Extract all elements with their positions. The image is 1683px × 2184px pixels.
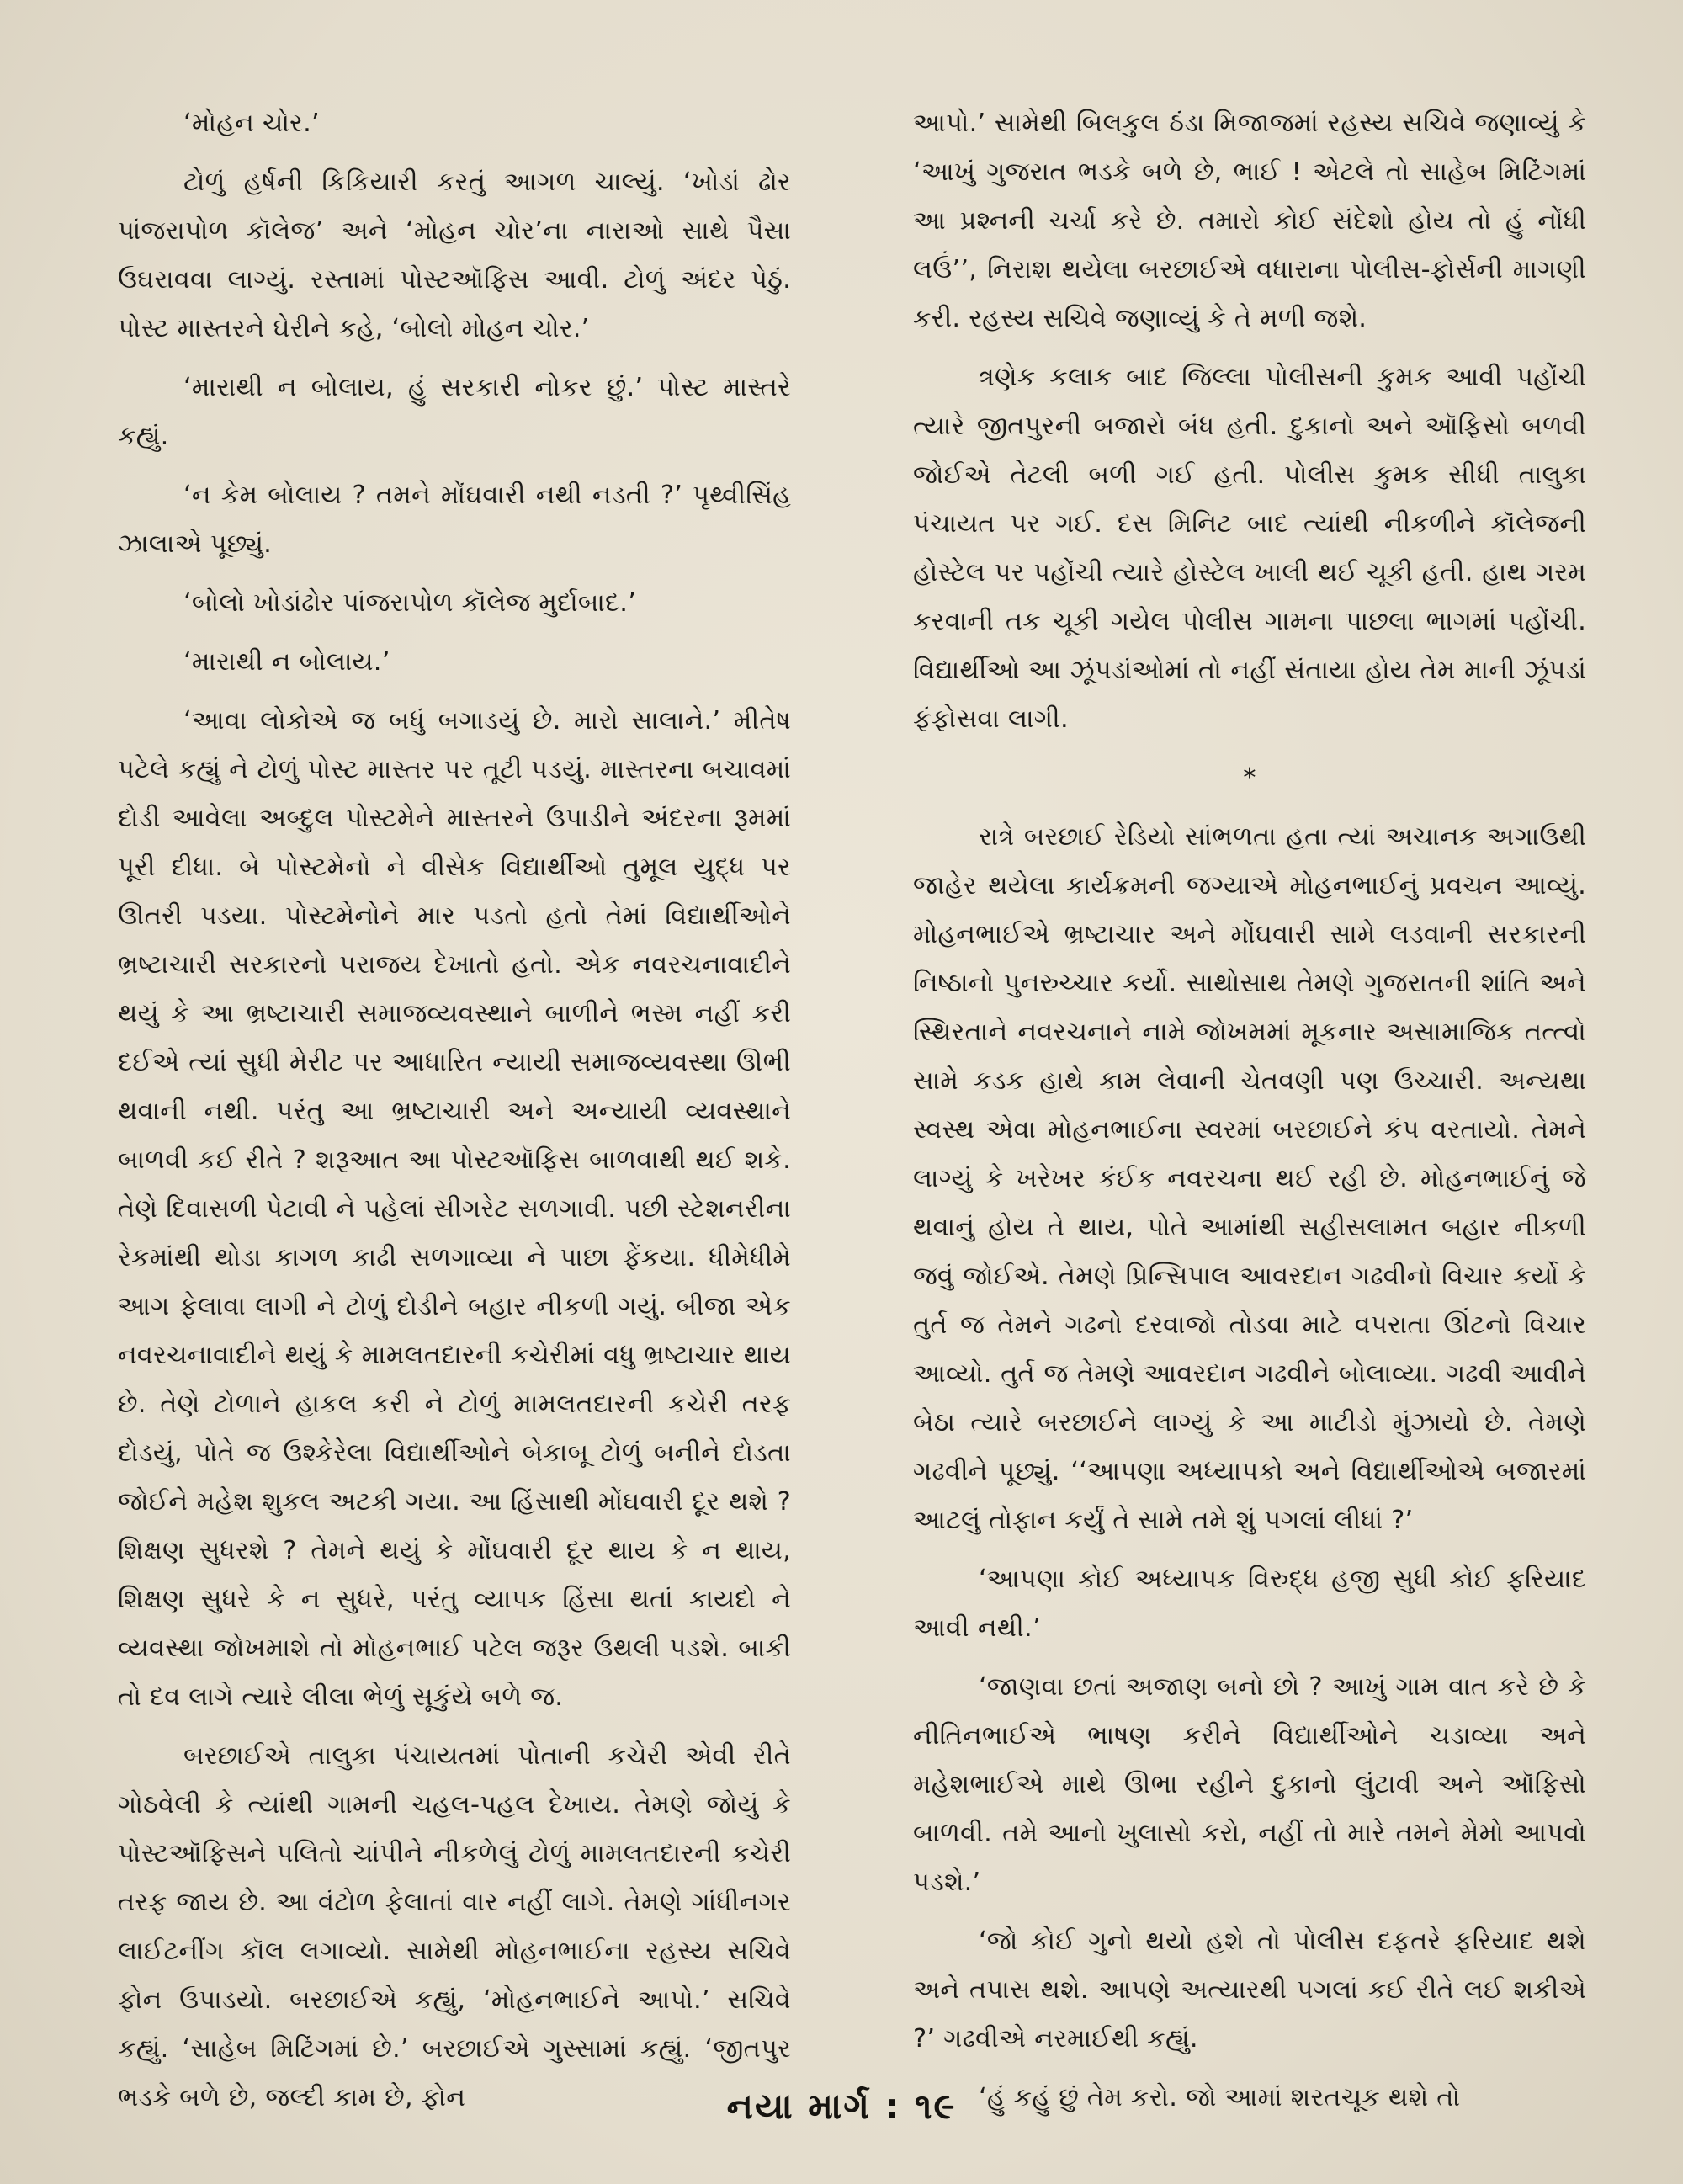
paragraph: ‘હું કહું છું તેમ કરો. જો આમાં શરતચૂક થશે તો [979, 2083, 1461, 2112]
paragraph: ‘ન કેમ બોલાય ? તમને મોંઘવારી નથી નડતી ?’ પૃથ્વીસિંહ ઝાલાએ પૂછ્યું. [118, 481, 791, 559]
section-separator: * [1243, 763, 1256, 793]
paragraph: બરછાઈએ તાલુકા પંચાયતમાં પોતાની કચેરી એવી રીતે ગોઠવેલી કે ત્યાંથી ગામની ચહલ-પહલ દેખાય. તેમણે જોયું કે પોસ્ટઑફિસને પલિતો ચાંપીને નીકળેલું ટોળું મામલતદારની કચેરી તરફ જાય છે. આ વંટોળ ફેલાતાં વાર નહીં લાગે. તેમણે ગાંધીનગર લાઈટનીંગ કૉલ લગાવ્યો. સામેથી મોહનભાઈના રહસ્ય સચિવે ફોન ઉપાડયો. બરછાઈએ કહ્યું, ‘મોહનભાઈને આપો.’ સચિવે કહ્યું. ‘સાહેબ મિટિંગમાં છે.’ બરછાઈએ ગુસ્સામાં કહ્યું. ‘જીતપુર ભડકે બળે છે, જલ્દી કામ છે, ફોન [118, 1741, 791, 2112]
paragraph: ‘બોલો ખોડાંઢોર પાંજરાપોળ કૉલેજ મુર્દાબાદ.’ [183, 588, 637, 618]
paragraph: રાત્રે બરછાઈ રેડિયો સાંભળતા હતા ત્યાં અચાનક અગાઉથી જાહેર થયેલા કાર્યક્રમની જગ્યાએ મોહનભાઈનું પ્રવચન આવ્યું. મોહનભાઈએ ભ્રષ્ટાચાર અને મોંઘવારી સામે લડવાની સરકારની નિષ્ઠાનો પુનરુચ્ચાર કર્યો. સાથોસાથ તેમણે ગુજરાતની શાંતિ અને સ્થિરતાને નવરચનાને નામે જોખમમાં મૂકનાર અસામાજિક તત્ત્વો સામે કડક હાથે કામ લેવાની ચેતવણી પણ ઉચ્ચારી. અન્યથા સ્વસ્થ એવા મોહનભાઈના સ્વરમાં બરછાઈને કંપ વરતાયો. તેમને લાગ્યું કે ખરેખર કંઈક નવરચના થઈ રહી છે. મોહનભાઈનું જે થવાનું હોય તે થાય, પોતે આમાંથી સહીસલામત બહાર નીકળી જવું જોઈએ. તેમણે પ્રિન્સિપાલ આવરદાન ગઢવીનો વિચાર કર્યો કે તુર્ત જ તેમને ગઢનો દરવાજો તોડવા માટે વપરાતા ઊંટનો વિચાર આવ્યો. તુર્ત જ તેમણે આવરદાન ગઢવીને બોલાવ્યા. ગઢવી આવીને બેઠા ત્યારે બરછાઈને લાગ્યું કે આ માટીડો મુંઝાયો છે. તેમણે ગઢવીને પૂછ્યું. ‘‘આપણા અધ્યાપકો અને વિદ્યાર્થીઓએ બજારમાં આટલું તોફાન કર્યું તે સામે તમે શું પગલાં લીધાં ?’ [913, 822, 1586, 1535]
paragraph: ત્રણેક કલાક બાદ જિલ્લા પોલીસની કુમક આવી પહોંચી ત્યારે જીતપુરની બજારો બંધ હતી. દુકાનો અને ઑફિસો બળવી જોઈએ તેટલી બળી ગઈ હતી. પોલીસ કુમક સીધી તાલુકા પંચાયત પર ગઈ. દસ મિનિટ બાદ ત્યાંથી નીકળીને કૉલેજની હોસ્ટેલ પર પહોંચી ત્યારે હોસ્ટેલ ખાલી થઈ ચૂકી હતી. હાથ ગરમ કરવાની તક ચૂકી ગયેલ પોલીસ ગામના પાછલા ભાગમાં પહોંચી. વિદ્યાર્થીઓ આ ઝૂંપડાંઓમાં તો નહીં સંતાયા હોય તેમ માની ઝૂંપડાં ફંફોસવા લાગી. [913, 363, 1586, 734]
page-footer: નયા માર્ગ : ૧૯ [726, 2086, 957, 2127]
paragraph: ‘મારાથી ન બોલાય, હું સરકારી નોકર છું.’ પોસ્ટ માસ્તરે કહ્યું. [118, 373, 791, 451]
left-column [118, 99, 791, 2133]
paragraph: ટોળું હર્ષની કિકિયારી કરતું આગળ ચાલ્યું. ‘ખોડાં ઢોર પાંજરાપોળ કૉલેજ’ અને ‘મોહન ચોર’ના નારાઓ સાથે પૈસા ઉઘરાવવા લાગ્યું. રસ્તામાં પોસ્ટઑફિસ આવી. ટોળું અંદર પેઠું. પોસ્ટ માસ્તરને ઘેરીને કહે, ‘બોલો મોહન ચોર.’ [118, 167, 791, 343]
paragraph: ‘જો કોઈ ગુનો થયો હશે તો પોલીસ દફતરે ફરિયાદ થશે અને તપાસ થશે. આપણે અત્યારથી પગલાં કઈ રીતે લઈ શકીએ ?’ ગઢવીએ નરમાઈથી કહ્યું. [913, 1926, 1586, 2054]
paragraph: ‘મોહન ચોર.’ [183, 109, 320, 138]
paragraph: ‘જાણવા છતાં અજાણ બનો છો ? આખું ગામ વાત કરે છે કે નીતિનભાઈએ ભાષણ કરીને વિદ્યાર્થીઓને ચડાવ્યા અને મહેશભાઈએ માથે ઊભા રહીને દુકાનો લુંટાવી અને ઑફિસો બાળવી. તમે આનો ખુલાસો કરો, નહીં તો મારે તમને મેમો આપવો પડશે.’ [913, 1672, 1586, 1897]
paragraph: આપો.’ સામેથી બિલકુલ ઠંડા મિજાજમાં રહસ્ય સચિવે જણાવ્યું કે ‘આખું ગુજરાત ભડકે બળે છે, ભાઈ ! એટલે તો સાહેબ મિટિંગમાં આ પ્રશ્નની ચર્ચા કરે છે. તમારો કોઈ સંદેશો હોય તો હું નોંધી લઉં’’, નિરાશ થયેલા બરછાઈએ વધારાના પોલીસ-ફોર્સની માગણી કરી. રહસ્ય સચિવે જણાવ્યું કે તે મળી જશે. [913, 109, 1586, 333]
paragraph: ‘આપણા કોઈ અધ્યાપક વિરુદ્ધ હજી સુધી કોઈ ફરિયાદ આવી નથી.’ [913, 1565, 1586, 1643]
right-column [913, 99, 1586, 2133]
paragraph: ‘આવા લોકોએ જ બધું બગાડયું છે. મારો સાલાને.’ મીતેષ પટેલે કહ્યું ને ટોળું પોસ્ટ માસ્તર પર તૂટી પડયું. માસ્તરના બચાવમાં દોડી આવેલા અબ્દુલ પોસ્ટમેને માસ્તરને ઉપાડીને અંદરના રૂમમાં પૂરી દીધા. બે પોસ્ટમેનો ને વીસેક વિદ્યાર્થીઓ તુમૂલ યુદ્ધ પર ઊતરી પડયા. પોસ્ટમેનોને માર પડતો હતો તેમાં વિદ્યાર્થીઓને ભ્રષ્ટાચારી સરકારનો પરાજય દેખાતો હતો. એક નવરચનાવાદીને થયું કે આ ભ્રષ્ટાચારી સમાજવ્યવસ્થાને બાળીને ભસ્મ નહીં કરી દઈએ ત્યાં સુધી મેરીટ પર આધારિત ન્યાયી સમાજવ્યવસ્થા ઊભી થવાની નથી. પરંતુ આ ભ્રષ્ટાચારી અને અન્યાયી વ્યવસ્થાને બાળવી કઈ રીતે ? શરૂઆત આ પોસ્ટઑફિસ બાળવાથી થઈ શકે. તેણે દિવાસળી પેટાવી ને પહેલાં સીગરેટ સળગાવી. પછી સ્ટેશનરીના રેકમાંથી થોડા કાગળ કાઢી સળગાવ્યા ને પાછા ફેંકયા. ધીમેધીમે આગ ફેલાવા લાગી ને ટોળું દોડીને બહાર નીકળી ગયું. બીજા એક નવરચનાવાદીને થયું કે મામલતદારની કચેરીમાં વધુ ભ્રષ્ટાચાર થાય છે. તેણે ટોળાને હાકલ કરી ને ટોળું મામલતદારની કચેરી તરફ દોડયું, પોતે જ ઉશ્કેરેલા વિદ્યાર્થીઓને બેકાબૂ ટોળું બનીને દોડતા જોઈને મહેશ શુકલ અટકી ગયા. આ હિંસાથી મોંઘવારી દૂર થશે ? શિક્ષણ સુધરશે ? તેમને થયું કે મોંઘવારી દૂર થાય કે ન થાય, શિક્ષણ સુધરે કે ન સુધરે, પરંતુ વ્યાપક હિંસા થતાં કાયદો ને વ્યવસ્થા જોખમાશે તો મોહનભાઈ પટેલ જરૂર ઉથલી પડશે. બાકી તો દવ લાગે ત્યારે લીલા ભેળું સૂકુંયે બળે જ. [118, 706, 791, 1712]
paragraph: ‘મારાથી ન બોલાય.’ [183, 647, 390, 677]
